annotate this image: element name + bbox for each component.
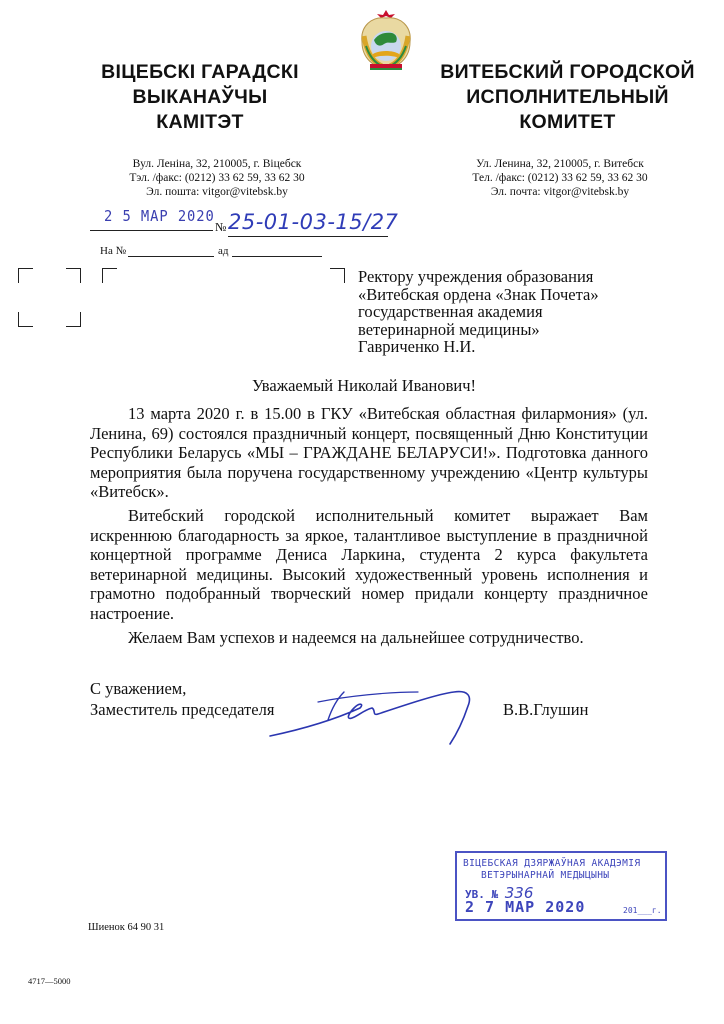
org-line: ИСПОЛНИТЕЛЬНЫЙ bbox=[466, 86, 669, 108]
stamp-number-label: УВ. № bbox=[465, 888, 499, 901]
corner-mark bbox=[18, 312, 33, 327]
handwritten-signature bbox=[268, 678, 488, 748]
stamp-date: 2 7 МАР 2020 bbox=[465, 898, 586, 916]
address-line: Тел. /факс: (0212) 33 62 59, 33 62 30 bbox=[472, 172, 648, 184]
addressee-line: Ректору учреждения образования bbox=[358, 267, 594, 286]
corner-mark bbox=[330, 268, 345, 283]
corner-mark bbox=[66, 268, 81, 283]
corner-mark bbox=[66, 312, 81, 327]
letter-body bbox=[90, 404, 648, 647]
contact-phone: Шиенок 64 90 31 bbox=[88, 922, 165, 933]
corner-mark bbox=[102, 268, 117, 283]
number-field-line bbox=[228, 236, 388, 237]
belarus-state-emblem-icon bbox=[352, 6, 420, 74]
outgoing-number: 25-01-03-15/27 bbox=[228, 210, 399, 234]
salutation: Уважаемый Николай Иванович! bbox=[251, 376, 477, 395]
org-line: ВИТЕБСКИЙ ГОРОДСКОЙ bbox=[440, 61, 695, 83]
org-name-russian bbox=[435, 60, 700, 135]
address-line: Эл. почта: vitgor@vitebsk.by bbox=[490, 186, 630, 198]
addressee-line: государственная академия bbox=[358, 302, 543, 321]
body-paragraph: 13 марта 2020 г. в 15.00 в ГКУ «Витебская областная филармония» (ул. Ленина, 69) состоялся праздничный концерт, посвященный Дню Конституции Республики Беларусь «МЫ – ГРАЖДАНЕ БЕЛАРУСИ!». Подготовка данного мероприятия была поручена государственному учреждению «Центр культуры «Витебск». bbox=[90, 404, 648, 502]
number-label: № bbox=[215, 220, 227, 234]
address-line: Вул. Леніна, 32, 210005, г. Віцебск bbox=[132, 158, 302, 170]
reference-from-label: ад bbox=[218, 245, 229, 257]
reference-from-field-line bbox=[232, 256, 322, 257]
reference-label: На № bbox=[100, 245, 127, 257]
body-paragraph: Витебский городской исполнительный комитет выражает Вам искреннюю благодарность за яркое, талантливое выступление в праздничной концертной программе Дениса Ларкина, студента 2 курса факультета ветеринарной медицины. Высокий художественный уровень исполнения и грамотно подобранный творческий номер придали концерту праздничное настроение. bbox=[90, 505, 648, 623]
closing-regards: С уважением, bbox=[90, 679, 187, 698]
registration-stamp bbox=[455, 851, 667, 921]
reference-field-line bbox=[128, 256, 214, 257]
stamp-year-suffix: 201___г. bbox=[623, 906, 662, 915]
address-line: Ул. Ленина, 32, 210005, г. Витебск bbox=[476, 158, 644, 170]
addressee-block bbox=[358, 268, 688, 356]
body-paragraph: Желаем Вам успехов и надеемся на дальнейшее сотрудничество. bbox=[128, 627, 584, 647]
addressee-line: Гавриченко Н.И. bbox=[358, 337, 476, 356]
org-line: ВІЦЕБСКІ ГАРАДСКІ bbox=[101, 61, 299, 83]
stamp-org-line: ВІЦЕБСКАЯ ДЗЯРЖАЎНАЯ АКАДЭМІЯ bbox=[463, 858, 641, 869]
address-line: Эл. пошта: vitgor@vitebsk.by bbox=[146, 186, 288, 198]
org-line: КОМИТЕТ bbox=[519, 111, 616, 133]
signer-name: В.В.Глушин bbox=[503, 700, 589, 719]
org-line: ВЫКАНАЎЧЫ bbox=[132, 86, 268, 108]
addressee-line: ветеринарной медицины» bbox=[358, 319, 540, 339]
corner-mark bbox=[18, 268, 33, 283]
address-line: Тэл. /факс: (0212) 33 62 59, 33 62 30 bbox=[129, 172, 305, 184]
signer-position: Заместитель председателя bbox=[90, 699, 275, 719]
addressee-line: «Витебская ордена «Знак Почета» bbox=[358, 284, 599, 304]
org-line: КАМІТЭТ bbox=[156, 111, 244, 133]
closing-block bbox=[90, 679, 274, 720]
address-russian bbox=[455, 157, 665, 199]
outgoing-date-stamp: 2 5 МАР 2020 bbox=[104, 207, 215, 225]
print-code: 4717—5000 bbox=[28, 976, 71, 986]
org-name-belarusian bbox=[75, 60, 325, 135]
stamp-org-line: ВЕТЭРЫНАРНАЙ МЕДЫЦЫНЫ bbox=[481, 870, 610, 881]
address-belarusian bbox=[112, 157, 322, 199]
date-field-line bbox=[90, 230, 213, 231]
stamp-number: 336 bbox=[504, 884, 534, 902]
